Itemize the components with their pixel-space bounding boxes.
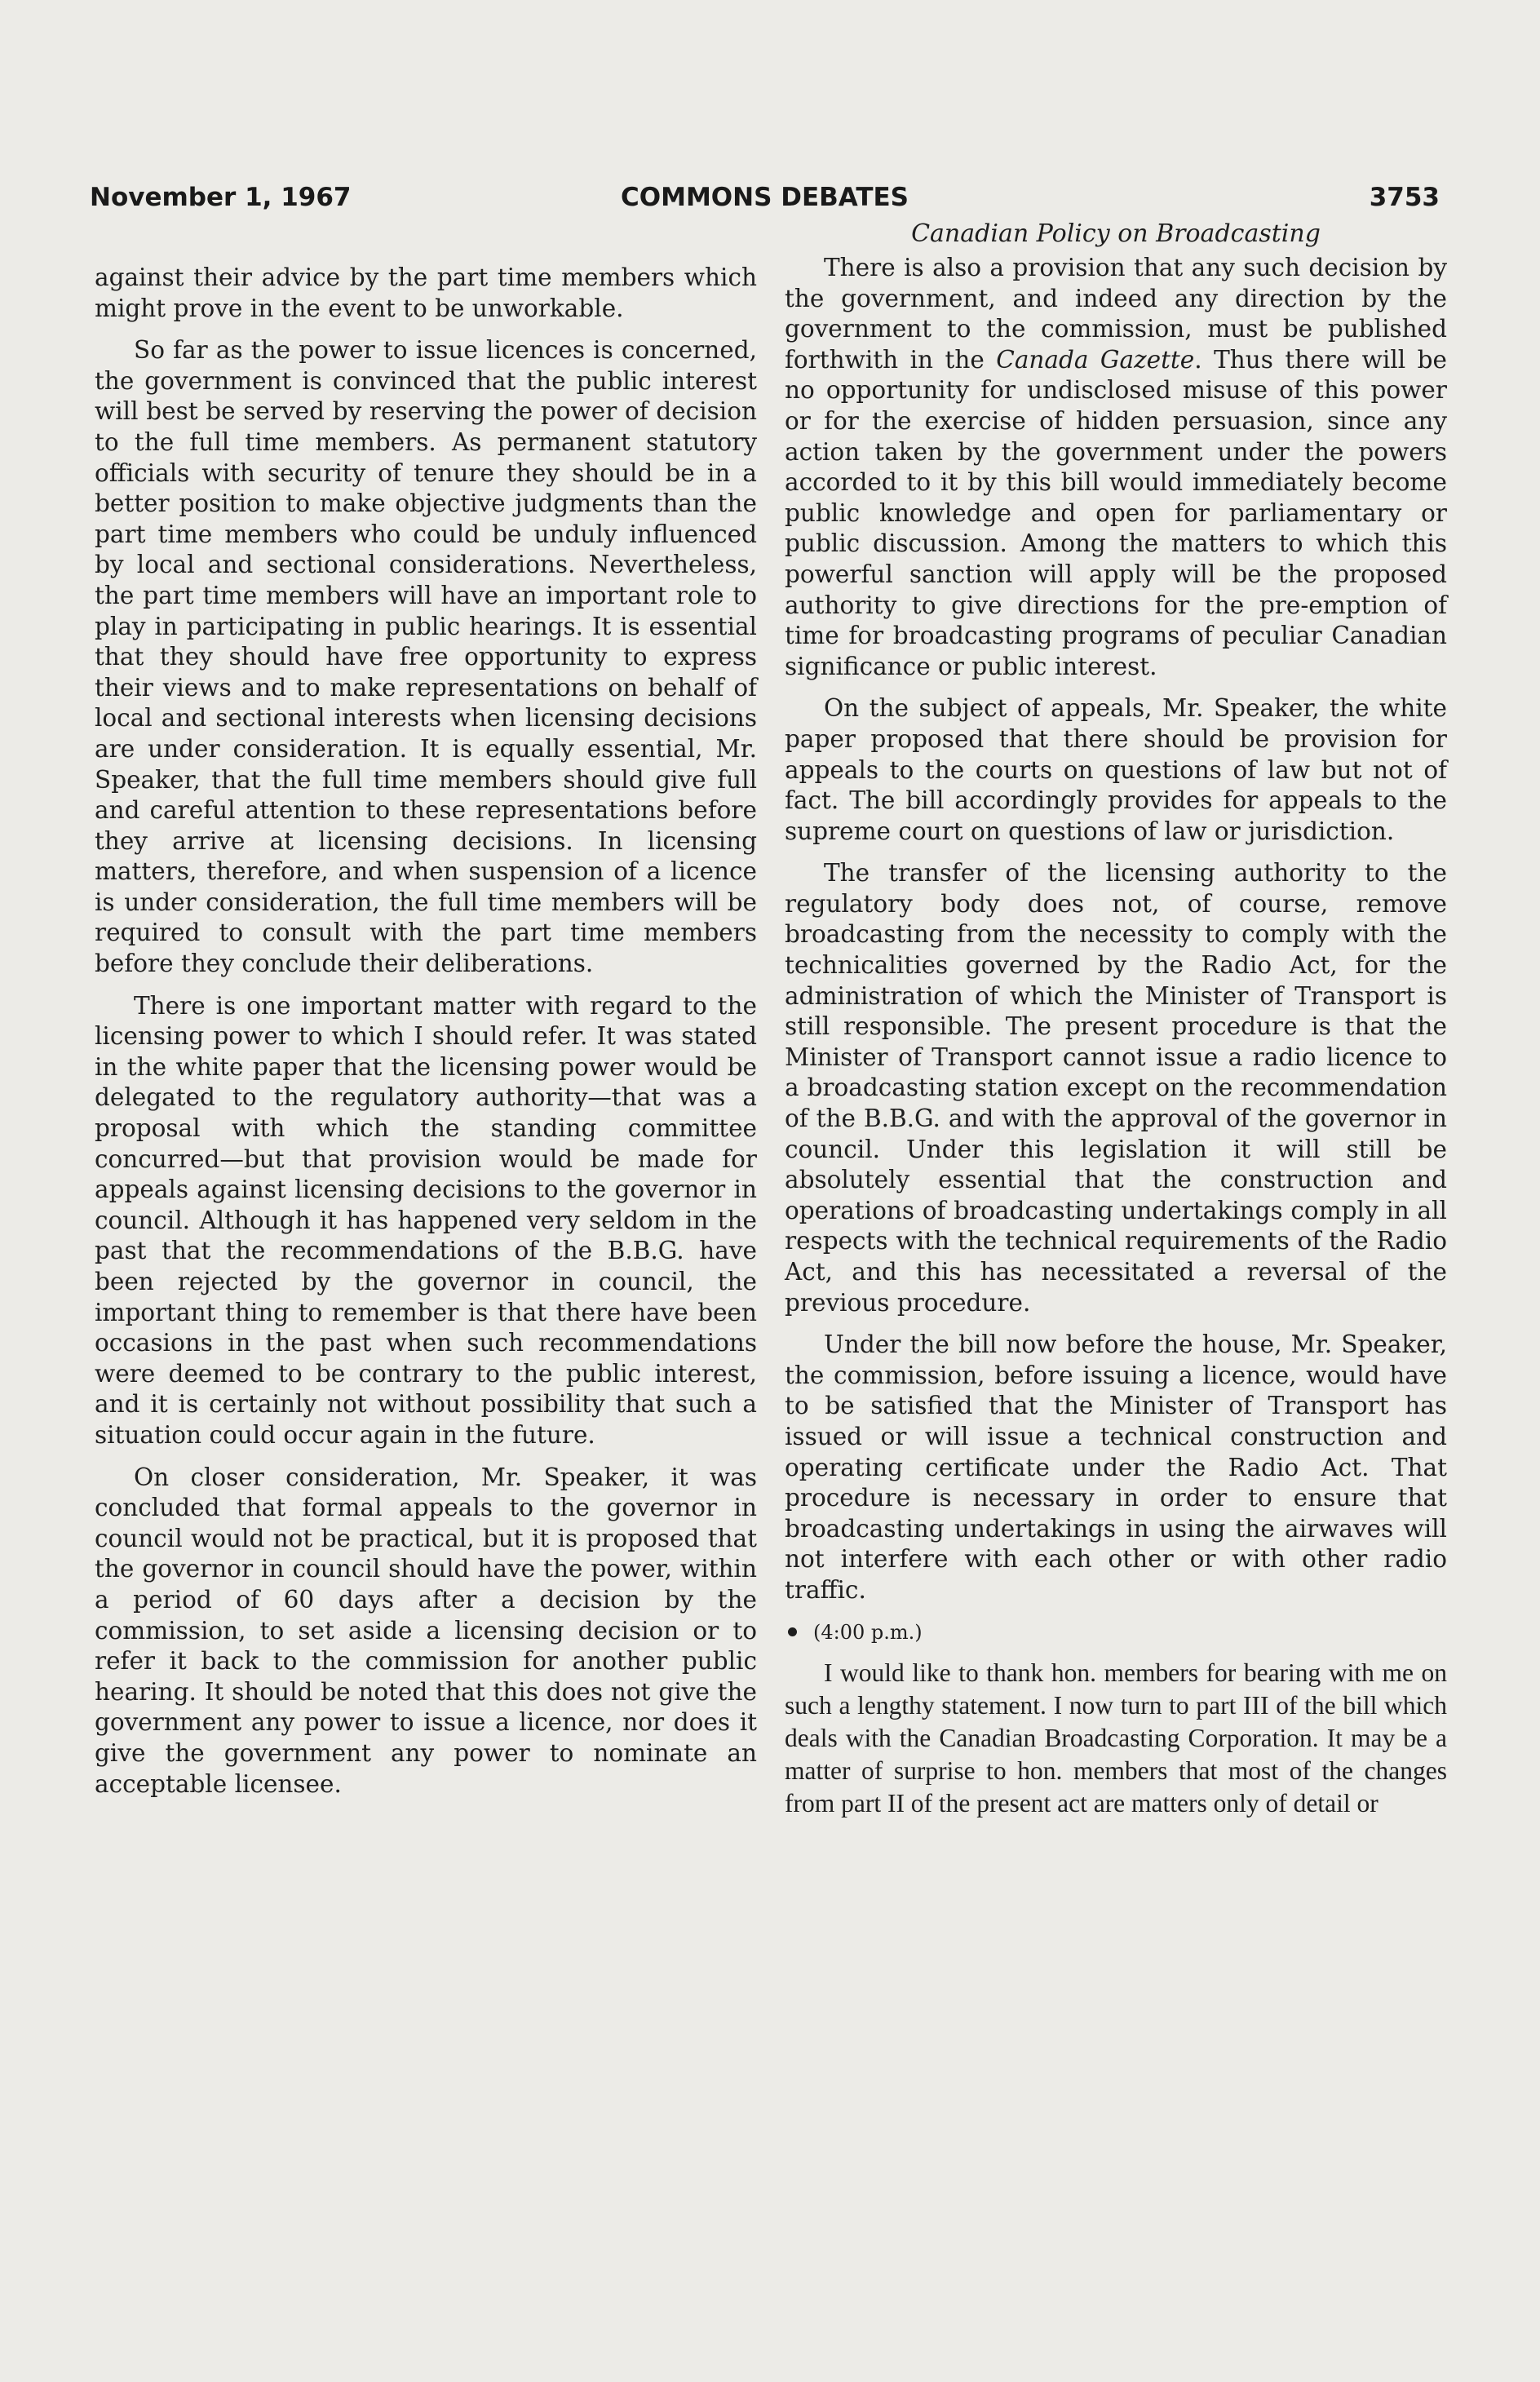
paragraph bbox=[785, 253, 1447, 682]
paragraph: I would like to thank hon. members for bearing with me on such a lengthy statement. I now turn to part III of the bill which deals with the Canadian Broadcasting Corporation. It may be a matter of surprise to hon. members that most of the changes from part II of the present act are matters only of detail or bbox=[785, 1658, 1447, 1818]
bullet-icon bbox=[788, 1627, 797, 1636]
paragraph: So far as the power to issue licences is concerned, the government is convinced that the public interest will best be served by reserving the power of decision to the full time members. As permanent statutory officials with security of tenure they should be in a better position to make objective judgments than the part time members who could be unduly influenced by local and sectional considerations. Nevertheless, the part time members will have an important role to play in participating in public hearings. It is essential that they should have free opportunity to express their views and to make representations on behalf of local and sectional interests when licensing decisions are under consideration. It is equally essential, Mr. Speaker, that the full time members should give full and careful attention to these representations before they arrive at licensing decisions. In licensing matters, therefore, and when suspension of a licence is under consideration, the full time members will be required to consult with the part time members before they conclude their deliberations. bbox=[95, 336, 757, 978]
paragraph-text: There is also a provision that any such decision by the government, and indeed any direction by the government to the commission, must be published forthwith in the bbox=[785, 254, 1447, 374]
time-marker-text: (4:00 p.m.) bbox=[813, 1620, 923, 1644]
gazette-title: Canada Gazette bbox=[996, 345, 1195, 374]
page-header bbox=[90, 183, 1440, 219]
header-page-number: 3753 bbox=[1369, 183, 1440, 212]
paragraph-text: . Thus there will be no opportunity for undisclosed misuse of this power or for the exercise of hidden persuasion, since any action taken by the government under the powers accorded to it by this bill would immediately become public knowledge and open for parliamentary or public discussion. Among the matters to which this powerful sanction will apply will be the proposed authority to give directions for the pre-emption of time for broadcasting programs of peculiar Canadian significance or public interest. bbox=[785, 345, 1447, 680]
header-date: November 1, 1967 bbox=[90, 183, 352, 212]
paragraph: On the subject of appeals, Mr. Speaker, the white paper proposed that there should be provision for appeals to the courts on questions of law but not of fact. The bill accordingly provides for appeals to the supreme court on questions of law or jurisdiction. bbox=[785, 694, 1447, 845]
section-subheading: Canadian Policy on Broadcasting bbox=[911, 219, 1321, 248]
paragraph: There is one important matter with regard to the licensing power to which I should refer. It was stated in the white paper that the licensing power would be delegated to the regulatory authority—that was a proposal with which the standing committee concurred—but that provision would be made for appeals against licensing decisions to the governor in council. Although it has happened very seldom in the past that the recommendations of the B.B.G. have been rejected by the governor in council, the important thing to remember is that there have been occasions in the past when such recommendations were deemed to be contrary to the public interest, and it is certainly not without possibility that such a situation could occur again in the future. bbox=[95, 991, 757, 1449]
paragraph: Under the bill now before the house, Mr. Speaker, the commission, before issuing a licence, would have to be satisfied that the Minister of Transport has issued or will issue a technical construction and operating certificate under the Radio Act. That procedure is necessary in order to ensure that broadcasting undertakings in using the airwaves will not interfere with each other or with other radio traffic. bbox=[785, 1330, 1447, 1604]
closing-section bbox=[785, 1657, 1447, 1821]
paragraph: On closer consideration, Mr. Speaker, it was concluded that formal appeals to the governor in council would not be practical, but it is proposed that the governor in council should have the power, within a period of 60 days after a decision by the commission, to set aside a licensing decision or to refer it back to the commission for another public hearing. It should be noted that this does not give the government any power to issue a licence, nor does it give the government any power to nominate an acceptable licensee. bbox=[95, 1463, 757, 1798]
paragraph: The transfer of the licensing authority to the regulatory body does not, of course, remove broadcasting from the necessity to comply with the technicalities governed by the Radio Act, for the administration of which the Minister of Transport is still responsible. The present procedure is that the Minister of Transport cannot issue a radio licence to a broadcasting station except on the recommendation of the B.B.G. and with the approval of the governor in council. Under this legislation it will still be absolutely essential that the construction and operations of broadcasting undertakings comply in all respects with the technical requirements of the Radio Act, and this has necessitated a reversal of the previous procedure. bbox=[785, 859, 1447, 1317]
right-column bbox=[785, 253, 1447, 1832]
left-column bbox=[95, 263, 757, 1811]
header-journal-title: COMMONS DEBATES bbox=[621, 183, 909, 212]
paragraph: against their advice by the part time members which might prove in the event to be unworkable. bbox=[95, 263, 757, 322]
time-marker bbox=[785, 1618, 1447, 1647]
